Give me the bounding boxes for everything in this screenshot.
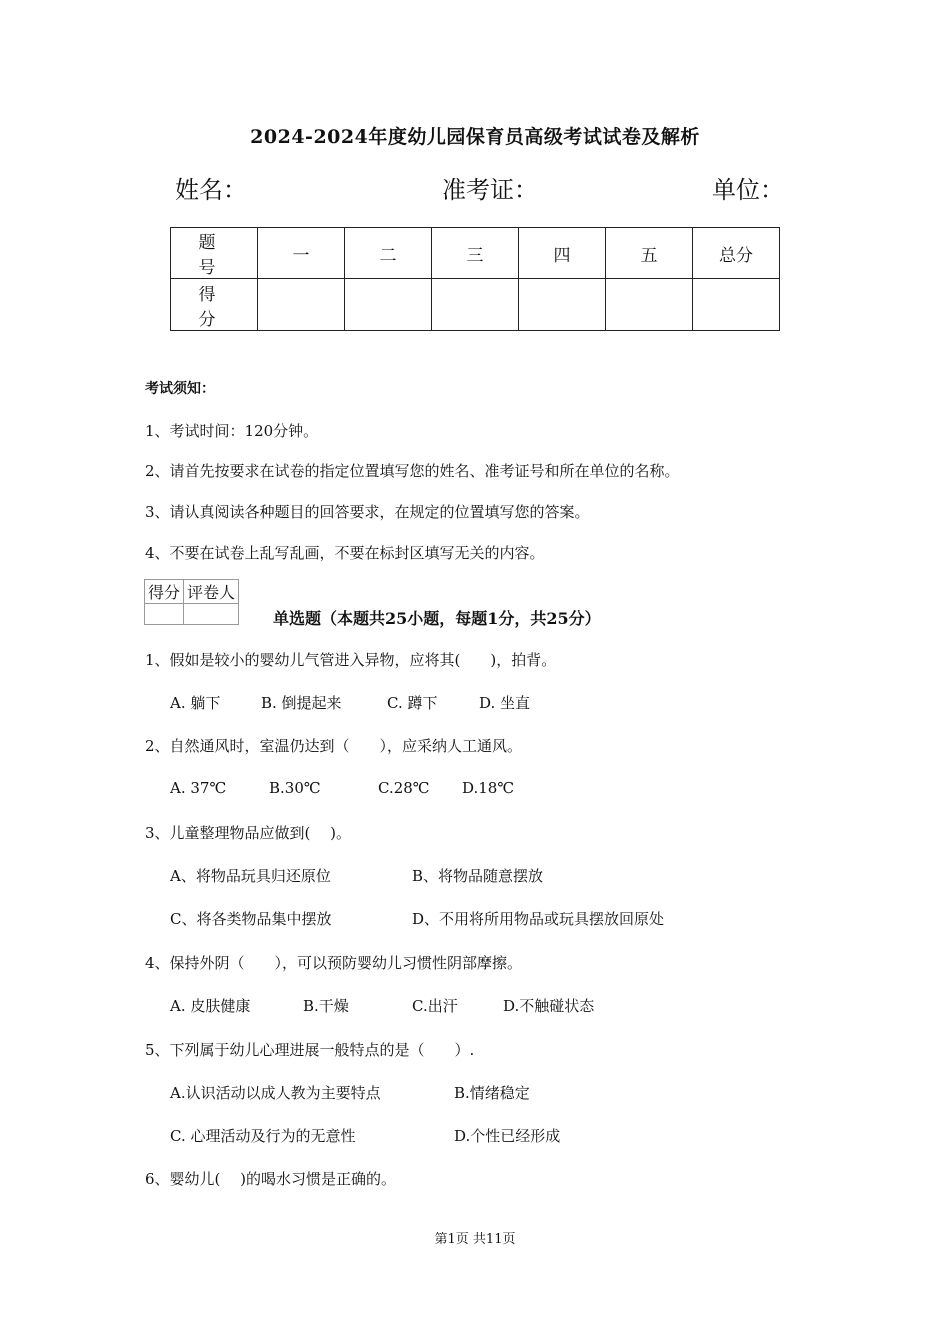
question-option[interactable]: D、不用将所用物品或玩具摆放回原处 [412, 910, 665, 928]
grader-score-label: 得分 [145, 580, 184, 604]
document-title: 2024-2024年度幼儿园保育员高级考试试卷及解析 [250, 126, 700, 148]
question-option[interactable]: C、将各类物品集中摆放 [170, 910, 332, 928]
notes-title: 考试须知： [145, 381, 215, 397]
page-footer: 第1页 共11页 [434, 1232, 516, 1247]
question-stem: 5、下列属于幼儿心理进展一般特点的是（ ）. [145, 1041, 475, 1059]
question-option[interactable]: A. 皮肤健康 [170, 997, 251, 1015]
name-label: 姓名： [175, 176, 247, 204]
score-row-label: 得 分 [171, 279, 258, 331]
score-cell[interactable] [693, 279, 780, 331]
question-option[interactable]: C.28℃ [378, 779, 430, 797]
question-option[interactable]: D. 坐直 [479, 694, 531, 712]
score-cell[interactable] [258, 279, 345, 331]
question-option[interactable]: B.干燥 [303, 997, 349, 1015]
grader-score-cell[interactable] [145, 604, 184, 625]
note-item: 3、请认真阅读各种题目的回答要求，在规定的位置填写您的答案。 [145, 503, 590, 521]
score-header-cell: 一 [258, 228, 345, 279]
question-option[interactable]: C. 心理活动及行为的无意性 [170, 1127, 356, 1145]
score-header-cell: 五 [606, 228, 693, 279]
score-table [170, 227, 780, 331]
question-stem: 3、儿童整理物品应做到( )。 [145, 824, 352, 842]
score-cell[interactable] [432, 279, 519, 331]
question-option[interactable]: D.不触碰状态 [503, 997, 595, 1015]
question-option[interactable]: A. 躺下 [170, 694, 221, 712]
note-item: 4、不要在试卷上乱写乱画，不要在标封区填写无关的内容。 [145, 544, 545, 562]
question-option[interactable]: B.情绪稳定 [454, 1084, 530, 1102]
question-stem: 6、婴幼儿( )的喝水习惯是正确的。 [145, 1170, 397, 1188]
question-stem: 1、假如是较小的婴幼儿气管进入异物，应将其( )，拍背。 [145, 651, 557, 669]
question-option[interactable]: A. 37℃ [170, 779, 227, 797]
score-header-cell: 三 [432, 228, 519, 279]
score-cell[interactable] [519, 279, 606, 331]
question-option[interactable]: B.30℃ [269, 779, 321, 797]
note-item: 1、考试时间：120分钟。 [145, 422, 319, 440]
question-option[interactable]: A、将物品玩具归还原位 [170, 867, 331, 885]
exam-id-label: 准考证： [442, 176, 538, 204]
question-option[interactable]: C.出汗 [412, 997, 458, 1015]
grader-table [144, 579, 239, 625]
score-cell[interactable] [345, 279, 432, 331]
grader-name-cell[interactable] [184, 604, 239, 625]
score-table-header-row [171, 228, 780, 279]
note-item: 2、请首先按要求在试卷的指定位置填写您的姓名、准考证号和所在单位的名称。 [145, 462, 680, 480]
question-stem: 4、保持外阴（ ），可以预防婴幼儿习惯性阴部摩擦。 [145, 954, 523, 972]
question-option[interactable]: C. 蹲下 [387, 694, 438, 712]
score-header-cell: 二 [345, 228, 432, 279]
grader-name-label: 评卷人 [184, 580, 239, 604]
score-table-score-row [171, 279, 780, 331]
score-header-cell: 题 号 [171, 228, 258, 279]
question-option[interactable]: D.18℃ [462, 779, 515, 797]
section-heading: 单选题（本题共25小题，每题1分，共25分） [273, 609, 601, 628]
score-cell[interactable] [606, 279, 693, 331]
question-option[interactable]: D.个性已经形成 [454, 1127, 561, 1145]
question-option[interactable]: B、将物品随意摆放 [412, 867, 544, 885]
question-option[interactable]: A.认识活动以成人教为主要特点 [170, 1084, 381, 1102]
unit-label: 单位： [712, 176, 784, 204]
question-stem: 2、自然通风时，室温仍达到（ ），应采纳人工通风。 [145, 737, 523, 755]
score-header-cell: 总分 [693, 228, 780, 279]
question-option[interactable]: B. 倒提起来 [261, 694, 342, 712]
score-header-cell: 四 [519, 228, 606, 279]
